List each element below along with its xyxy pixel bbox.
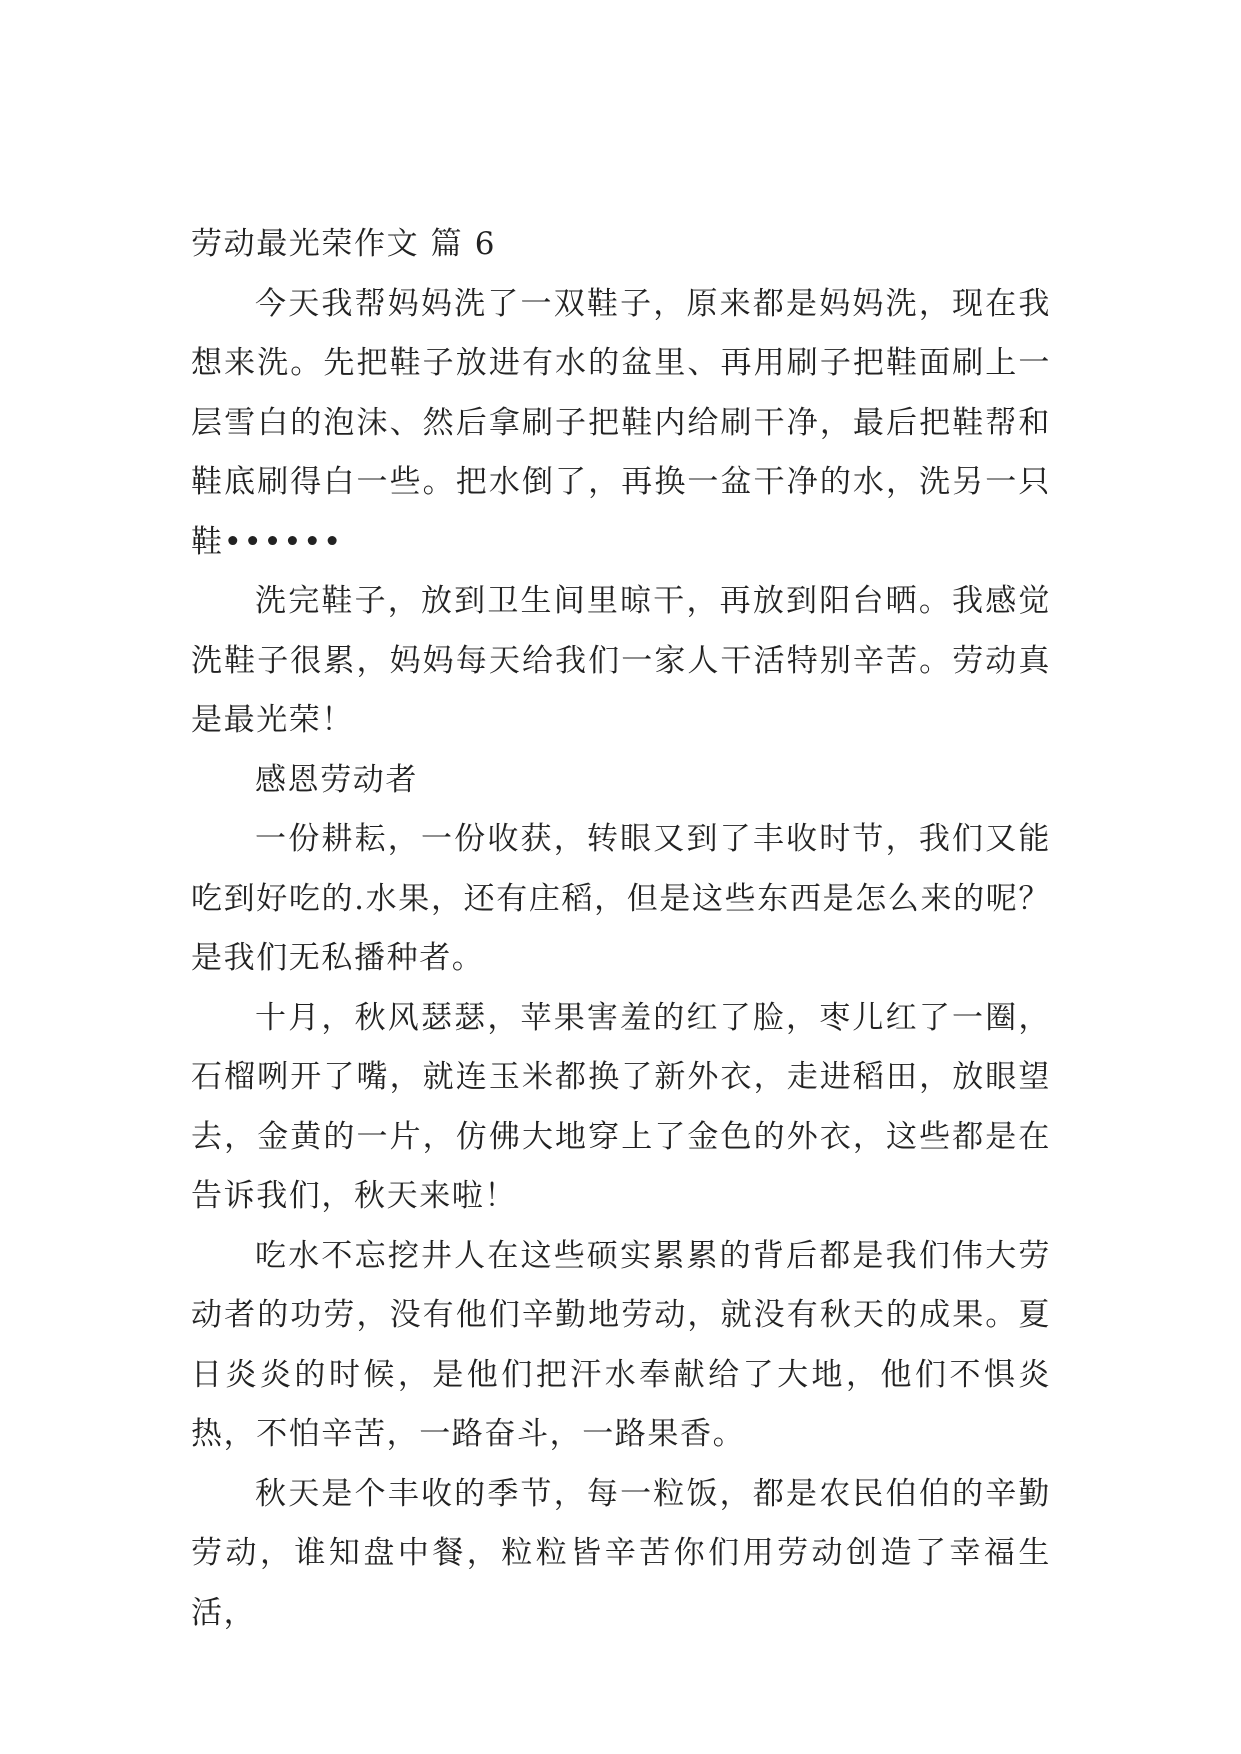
paragraph-october-autumn: 十月，秋风瑟瑟，苹果害羞的红了脸，枣儿红了一圈，石榴咧开了嘴，就连玉米都换了新外衣，走进稻田，放眼望去，金黄的一片，仿佛大地穿上了金色的外衣，这些都是在告诉我们，秋天来啦！ bbox=[191, 999, 1051, 1214]
paragraph-harvest-season: 秋天是个丰收的季节，每一粒饭，都是农民伯伯的辛勤劳动，谁知盘中餐，粒粒皆辛苦你们用劳动创造了幸福生活， bbox=[191, 1475, 1051, 1631]
essay-body bbox=[191, 215, 1051, 1643]
paragraph-harvest: 一份耕耘，一份收获，转眼又到了丰收时节，我们又能吃到好吃的.水果，还有庄稻，但是这些东西是怎么来的呢？是我们无私播种者。 bbox=[191, 821, 1051, 976]
section-heading-grateful-workers: 感恩劳动者 bbox=[255, 761, 418, 798]
paragraph-workers-credit: 吃水不忘挖井人在这些硕实累累的背后都是我们伟大劳动者的功劳，没有他们辛勤地劳动，就没有秋天的成果。夏日炎炎的时候，是他们把汗水奉献给了大地，他们不惧炎热，不怕辛苦，一路奋斗，一路果香。 bbox=[191, 1237, 1051, 1452]
essay-title: 劳动最光荣作文 篇 6 bbox=[191, 226, 497, 262]
paragraph-shoe-washing: 今天我帮妈妈洗了一双鞋子，原来都是妈妈洗，现在我想来洗。先把鞋子放进有水的盆里、再用刷子把鞋面刷上一层雪白的泡沫、然后拿刷子把鞋内给刷干净，最后把鞋帮和鞋底刷得白一些。把水倒了，再换一盆干净的水，洗另一只鞋•••••• bbox=[191, 285, 1051, 560]
paragraph-drying-shoes: 洗完鞋子，放到卫生间里晾干，再放到阳台晒。我感觉洗鞋子很累，妈妈每天给我们一家人干活特别辛苦。劳动真是最光荣！ bbox=[191, 583, 1051, 738]
